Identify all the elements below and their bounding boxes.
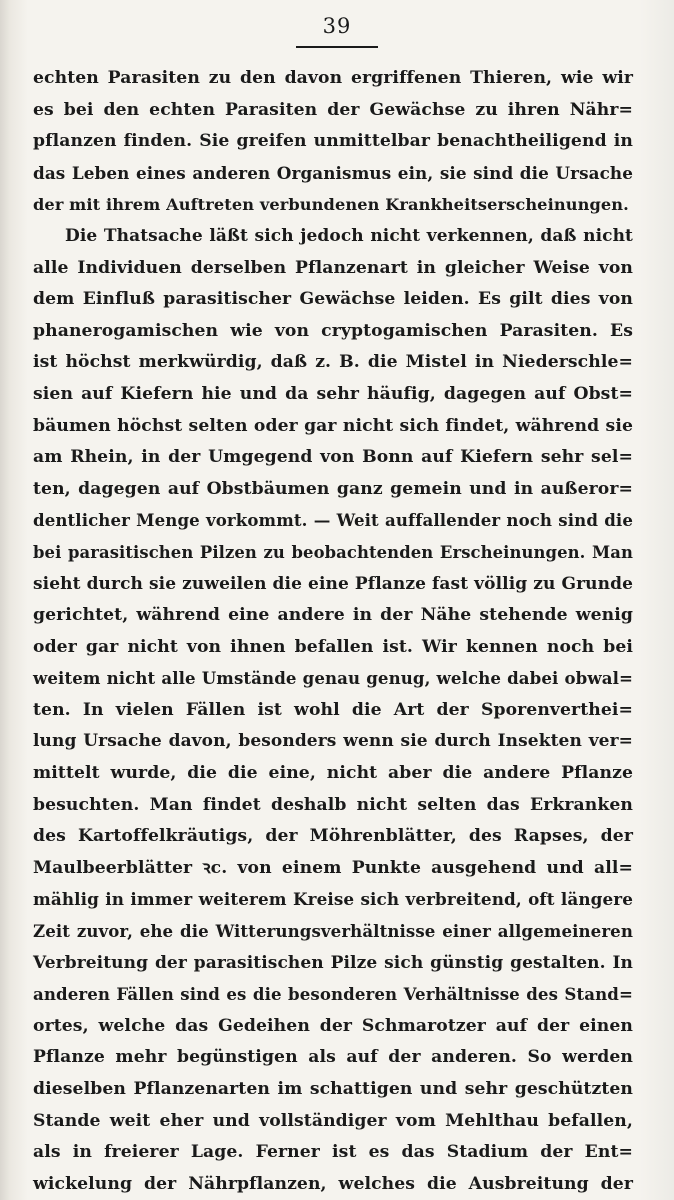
- header-rule: [296, 46, 378, 48]
- text-line: phanerogamischen wie von cryptogamischen Parasiten. Es: [33, 320, 633, 341]
- body-text: [33, 63, 633, 1200]
- text-line: Stande weit eher und vollständiger vom Mehlthau befallen,: [33, 1110, 633, 1131]
- text-line: es bei den echten Parasiten der Gewächse zu ihren Nähr=: [33, 99, 633, 120]
- text-line: mittelt wurde, die die eine, nicht aber die andere Pflanze: [33, 763, 633, 784]
- text-line: alle Individuen derselben Pflanzenart in gleicher Weise von: [33, 257, 633, 278]
- text-line: mählig in immer weiterem Kreise sich verbreitend, oft längere: [33, 889, 633, 910]
- page-number: 39: [322, 14, 352, 38]
- text-line: besuchten. Man findet deshalb nicht selten das Erkranken: [33, 794, 633, 815]
- text-line: ist höchst merkwürdig, daß z. B. die Mistel in Niederschle=: [33, 352, 633, 373]
- text-line: lung Ursache davon, besonders wenn sie durch Insekten ver=: [33, 731, 633, 752]
- text-line: ten. In vielen Fällen ist wohl die Art der Sporenverthei=: [33, 699, 633, 720]
- text-line: bäumen höchst selten oder gar nicht sich findet, während sie: [33, 415, 633, 436]
- text-line: Verbreitung der parasitischen Pilze sich günstig gestalten. In: [33, 952, 633, 973]
- text-line: wickelung der Nährpflanzen, welches die Ausbreitung der: [33, 1173, 633, 1194]
- text-line: gerichtet, während eine andere in der Nähe stehende wenig: [33, 605, 633, 626]
- text-line: ortes, welche das Gedeihen der Schmarotzer auf der einen: [33, 1015, 633, 1036]
- text-line: Zeit zuvor, ehe die Witterungsverhältnisse einer allgemeineren: [33, 921, 633, 942]
- text-line: Die Thatsache läßt sich jedoch nicht verkennen, daß nicht: [65, 225, 633, 246]
- text-line: Pflanze mehr begünstigen als auf der anderen. So werden: [33, 1047, 633, 1068]
- text-line: pflanzen finden. Sie greifen unmittelbar benachtheiligend in: [33, 131, 633, 152]
- text-line: oder gar nicht von ihnen befallen ist. Wir kennen noch bei: [33, 636, 633, 657]
- text-line: das Leben eines anderen Organismus ein, sie sind die Ursache: [33, 162, 633, 183]
- text-line: dieselben Pflanzenarten im schattigen und sehr geschützten: [33, 1079, 633, 1099]
- text-line: anderen Fällen sind es die besonderen Verhältnisse des Stand=: [33, 984, 633, 1005]
- text-line: dem Einfluß parasitischer Gewächse leiden. Es gilt dies von: [33, 289, 633, 310]
- text-line: Maulbeerblätter ꝛc. von einem Punkte ausgehend und all=: [33, 857, 633, 878]
- text-line: echten Parasiten zu den davon ergriffenen Thieren, wie wir: [33, 68, 633, 88]
- text-line: bei parasitischen Pilzen zu beobachtenden Erscheinungen. Man: [33, 542, 633, 562]
- text-line: weitem nicht alle Umstände genau genug, welche dabei obwal=: [33, 668, 633, 689]
- text-line: am Rhein, in der Umgegend von Bonn auf Kiefern sehr sel=: [33, 447, 633, 468]
- text-line: der mit ihrem Auftreten verbundenen Krankheitserscheinungen.: [33, 195, 629, 215]
- text-line: ten, dagegen auf Obstbäumen ganz gemein und in außeror=: [33, 478, 633, 499]
- text-line: dentlicher Menge vorkommt. — Weit auffallender noch sind die: [33, 510, 633, 531]
- text-line: als in freierer Lage. Ferner ist es das Stadium der Ent=: [33, 1142, 633, 1163]
- text-line: des Kartoffelkräutigs, der Möhrenblätter, des Rapses, der: [33, 826, 633, 847]
- text-line: sien auf Kiefern hie und da sehr häufig, dagegen auf Obst=: [33, 383, 633, 404]
- text-line: sieht durch sie zuweilen die eine Pflanze fast völlig zu Grunde: [33, 573, 634, 594]
